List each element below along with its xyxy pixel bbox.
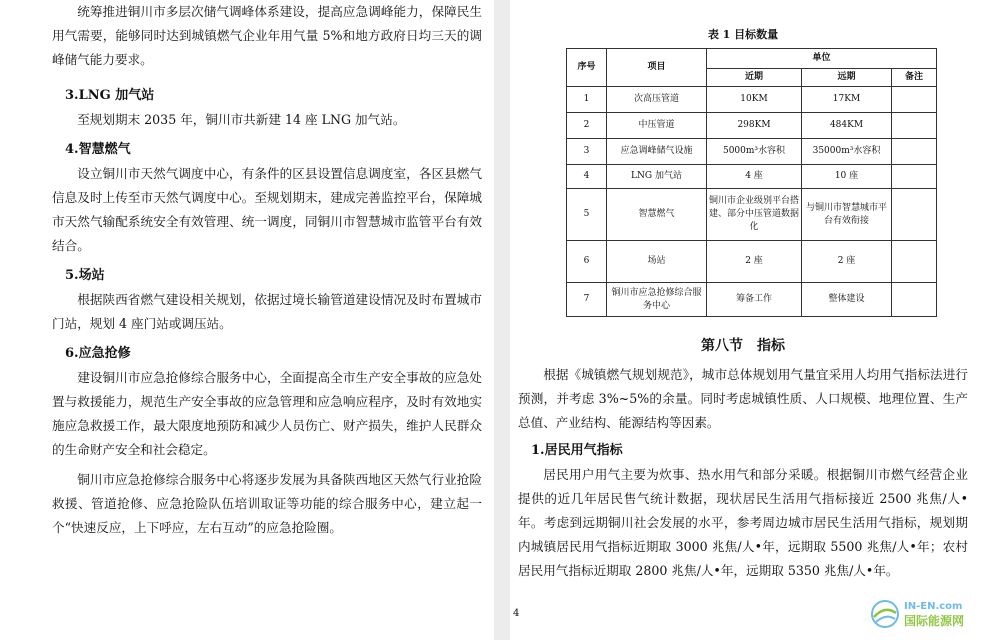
left-column [52, 0, 482, 540]
page-number: 4 [513, 608, 520, 619]
watermark [870, 592, 994, 636]
header-near: 近期 [707, 69, 802, 87]
header-no: 序号 [567, 49, 607, 87]
watermark-en: IN-EN.com [904, 601, 963, 612]
paragraph-stations: 根据陕西省燃气建设相关规划，依据过境长输管道建设情况及时布置城市门站，规划 4 座门站或调压站。 [52, 292, 482, 331]
target-table [566, 48, 937, 317]
paragraph-smart-gas: 设立铜川市天然气调度中心，有条件的区县设置信息调度室，各区县燃气信息及时上传至市天然气调度中心。至规划期末，建成完善监控平台，保障城市天然气输配系统安全有效管理、统一调度，同铜川市智慧城市监管平台有效结合。 [52, 166, 482, 253]
heading-stations: 5.场站 [65, 268, 105, 283]
watermark-cn: 国际能源网 [904, 614, 965, 628]
paragraph-indicator-method: 根据《城镇燃气规划规范》，城市总体规划用气量宜采用人均用气指标法进行预测，并考虑 3%~5%的余量。同时考虑城镇性质、人口规模、地理位置、生产总值、产业结构、能源结构等因素。 [518, 367, 968, 430]
paragraph-storage: 统筹推进铜川市多层次储气调峰体系建设，提高应急调峰能力，保障民生用气需要，能够同时达到城镇燃气企业年用气量 5%和地方政府日均三天的调峰储气能力要求。 [52, 4, 482, 67]
table-row: 2 中压管道 298KM 484KM [567, 113, 937, 139]
header-far: 远期 [802, 69, 892, 87]
table-row: 1 次高压管道 10KM 17KM [567, 87, 937, 113]
heading-lng-station: 3.LNG 加气站 [65, 88, 155, 103]
paragraph-emergency-b: 铜川市应急抢修综合服务中心将逐步发展为具备陕西地区天然气行业抢险救援、管道抢修、应急抢险队伍培训取证等功能的综合服务中心，建立起一个“快速反应，上下呼应，左右互动”的应急抢险圈。 [52, 472, 482, 535]
heading-emergency: 6.应急抢修 [65, 346, 131, 361]
header-item: 项目 [607, 49, 707, 87]
paragraph-lng: 至规划期末 2035 年，铜川市共新建 14 座 LNG 加气站。 [77, 112, 406, 127]
heading-residential-gas: 1.居民用气指标 [531, 443, 623, 458]
table-row: 5 智慧燃气 铜川市企业级别平台搭建、部分中压管道数据化 与铜川市智慧城市平台有效衔接 [567, 189, 937, 241]
page-gutter [494, 0, 510, 640]
table-row: 7 铜川市应急抢修综合服务中心 筹备工作 整体建设 [567, 283, 937, 317]
table-title: 表 1 目标数量 [707, 28, 779, 41]
paragraph-emergency-a: 建设铜川市应急抢修综合服务中心，全面提高全市生产安全事故的应急处置与救援能力，规范生产安全事故的应急管理和应急响应程序，及时有效地实施应急救援工作，最大限度地预防和减少人员伤亡、财产损失，维护人民群众的生命财产安全和社会稳定。 [52, 370, 482, 457]
heading-smart-gas: 4.智慧燃气 [65, 142, 131, 157]
table-row: 6 场站 2 座 2 座 [567, 241, 937, 283]
table-row: 3 应急调峰储气设施 5000m³水容积 35000m³水容积 [567, 139, 937, 165]
header-unit: 单位 [707, 49, 937, 69]
header-note: 备注 [892, 69, 937, 87]
table-row: 4 LNG 加气站 4 座 10 座 [567, 165, 937, 189]
paragraph-residential-gas: 居民用户用气主要为炊事、热水用气和部分采暖。根据铜川市燃气经营企业提供的近几年居民售气统计数据，现状居民生活用气指标接近 2500 兆焦/人•年。考虑到远期铜川社会发展的水平，参考周边城市居民生活用气指标，规划期内城镇居民用气指标近期取 3000 兆焦/人•年，远期取 5500 兆焦/人•年；农村居民用气指标近期取 2800 兆焦/人•年，远期取 5350 兆焦/人•年。 [518, 467, 968, 578]
right-column [518, 0, 968, 583]
chapter-title: 第八节 指标 [701, 338, 785, 354]
globe-logo-icon [870, 599, 900, 629]
